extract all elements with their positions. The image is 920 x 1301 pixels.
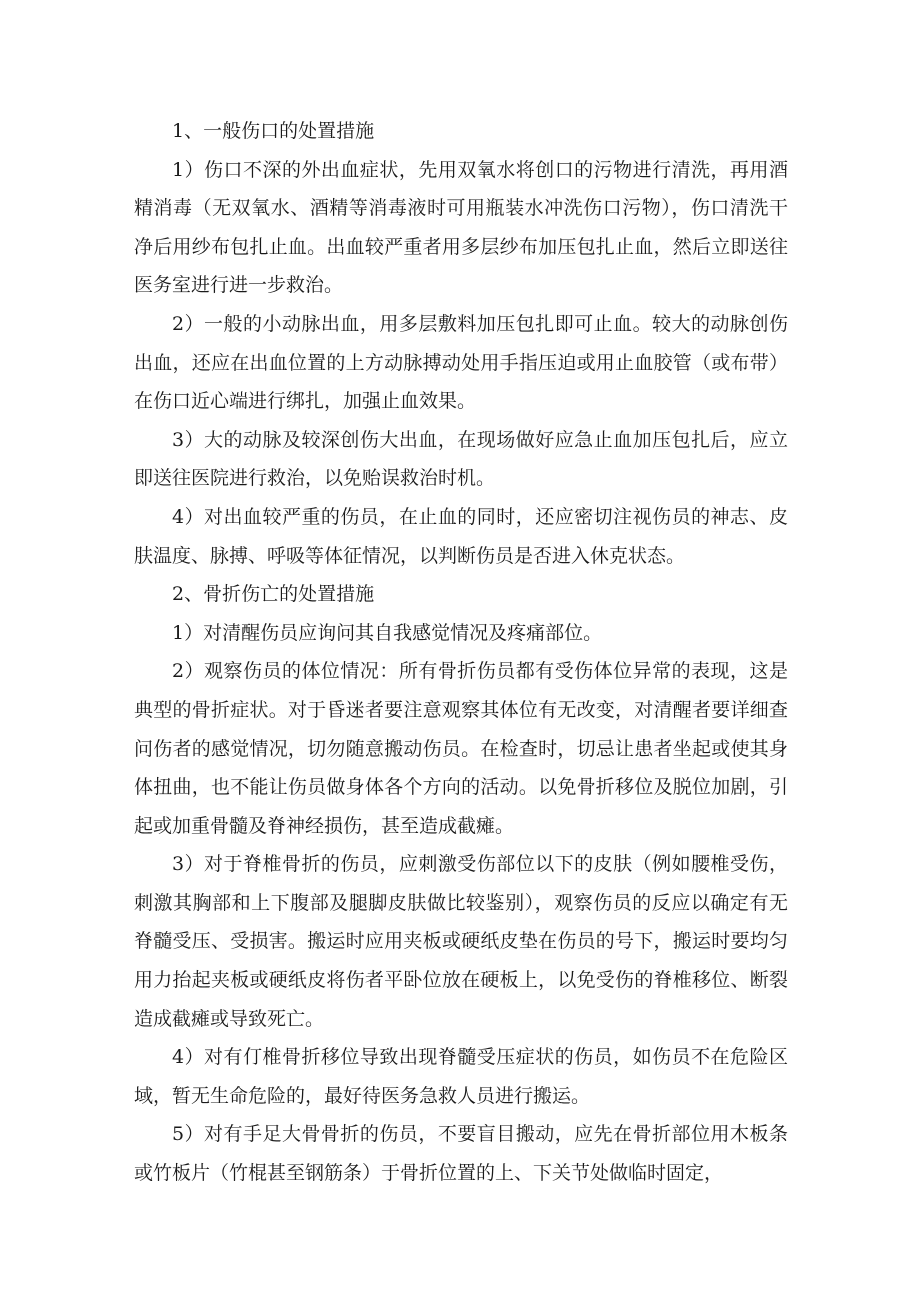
section-heading-general-wounds: 1、一般伤口的处置措施 bbox=[172, 120, 375, 142]
paragraph: 2）观察伤员的体位情况：所有骨折伤员都有受伤体位异常的表现，这是典型的骨折症状。对于昏迷者要注意观察其体位有无改变，对清醒者要详细查问伤者的感觉情况，切勿随意搬动伤员。在检查时，切忌让患者坐起或使其身体扭曲，也不能让伤员做身体各个方向的活动。以免骨折移位及脱位加剧，引起或加重骨髓及脊神经损伤，甚至造成截瘫。 bbox=[134, 660, 788, 837]
paragraph: 3）对于脊椎骨折的伤员，应刺激受伤部位以下的皮肤（例如腰椎受伤，刺激其胸部和上下腹部及腿脚皮肤做比较鉴别），观察伤员的反应以确定有无脊髓受压、受损害。搬运时应用夹板或硬纸皮垫在伤员的号下，搬运时要均匀用力抬起夹板或硬纸皮将伤者平卧位放在硬板上，以免受伤的脊椎移位、断裂造成截瘫或导致死亡。 bbox=[134, 853, 788, 1030]
paragraph: 3）大的动脉及较深创伤大出血，在现场做好应急止血加压包扎后，应立即送往医院进行救治，以免贻误救治时机。 bbox=[134, 428, 788, 490]
paragraph: 2）一般的小动脉出血，用多层敷料加压包扎即可止血。较大的动脉创伤出血，还应在出血位置的上方动脉搏动处用手指压迫或用止血胶管（或布带）在伤口近心端进行绑扎，加强止血效果。 bbox=[134, 312, 788, 413]
section-heading-fractures: 2、骨折伤亡的处置措施 bbox=[172, 583, 375, 606]
paragraph: 4）对出血较严重的伤员，在止血的同时，还应密切注视伤员的神志、皮肤温度、脉搏、呼吸等体征情况，以判断伤员是否进入休克状态。 bbox=[134, 505, 788, 567]
document-body bbox=[134, 112, 788, 1193]
paragraph: 5）对有手足大骨骨折的伤员，不要盲目搬动，应先在骨折部位用木板条或竹板片（竹棍甚至钢筋条）于骨折位置的上、下关节处做临时固定， bbox=[134, 1123, 788, 1185]
paragraph: 4）对有仃椎骨折移位导致出现脊髓受压症状的伤员，如伤员不在危险区域，暂无生命危险的，最好待医务急救人员进行搬运。 bbox=[134, 1046, 788, 1107]
paragraph: 1）对清醒伤员应询问其自我感觉情况及疼痛部位。 bbox=[172, 621, 603, 644]
paragraph: 1）伤口不深的外出血症状，先用双氧水将创口的污物进行清洗，再用酒精消毒（无双氧水、酒精等消毒液时可用瓶装水冲洗伤口污物），伤口清洗干净后用纱布包扎止血。出血较严重者用多层纱布加压包扎止血，然后立即送往医务室进行进一步救治。 bbox=[134, 158, 788, 297]
